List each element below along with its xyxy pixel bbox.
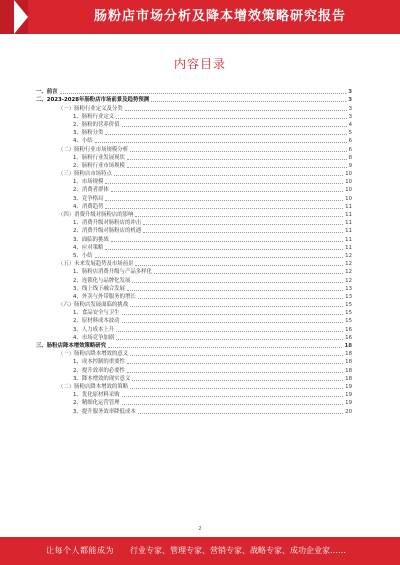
toc-leader-dots [127,290,343,291]
header-arrow-decoration [14,0,28,34]
toc-entry-title: （六）肠粉店发展面临的挑战 [58,302,129,309]
toc-leader-dots [108,347,342,348]
toc-entry-title: 5、小结 [73,252,93,259]
toc-entry[interactable] [36,268,352,276]
toc-entry[interactable] [36,162,352,170]
toc-entry-page: 15 [345,302,352,309]
toc-entry[interactable] [36,227,352,235]
toc-entry[interactable] [36,203,352,211]
toc-entry-page: 12 [345,261,352,268]
toc-entry-page: 11 [345,220,352,227]
toc-entry-title: 1、肠粉行业定义 [73,113,115,120]
toc-leader-dots [105,249,343,250]
toc-entry-page: 16 [345,326,352,333]
toc-leader-dots [132,282,343,283]
toc-entry[interactable] [36,375,352,383]
toc-leader-dots [138,413,343,414]
toc-entry[interactable] [36,178,352,186]
toc-leader-dots [143,224,343,225]
toc-entry[interactable] [36,391,352,399]
toc-entry-page: 12 [345,269,352,276]
toc-leader-dots [95,257,344,258]
toc-entry-page: 10 [345,179,352,186]
toc-leader-dots [127,363,343,364]
toc-entry-title: 2、消费者群体 [73,187,109,194]
toc-entry-page: 11 [345,203,352,210]
toc-entry[interactable] [36,113,352,121]
toc-entry-page: 19 [345,400,352,407]
toc-entry-title: 3、线上线下融合发展 [73,285,125,292]
toc-entry-title: 2、精细化运营管理 [73,400,120,407]
toc-entry[interactable] [36,285,352,293]
page-number: 2 [198,526,202,532]
toc-leader-dots [114,175,343,176]
toc-entry-title: 2、连锁化与品牌化发展 [73,277,131,284]
toc-entry-title: （四）消费升级对肠粉店的影响 [58,212,134,218]
toc-leader-dots [122,322,344,323]
toc-entry[interactable] [36,186,352,194]
toc-leader-dots [122,396,344,397]
toc-entry-page: 18 [345,367,352,374]
toc-leader-dots [135,216,343,217]
toc-leader-dots [130,151,346,152]
toc-entry-page: 15 [345,318,352,325]
toc-entry-title: 4、小结 [73,138,93,145]
toc-entry[interactable] [36,358,352,366]
toc-entry-title: 2、原材料成本波动 [73,318,120,325]
toc-entry-title: 4、消费趋势 [73,203,104,210]
toc-entry[interactable] [36,383,352,391]
toc-entry[interactable] [36,104,352,112]
toc-entry-page: 11 [345,212,352,218]
toc-entry[interactable] [36,170,352,178]
toc-entry-page: 10 [345,171,352,178]
toc-leader-dots [122,404,344,405]
toc-leader-dots [132,380,343,381]
toc-entry-title: 3、降本增效的现实意义 [73,375,131,382]
toc-entry-page: 3 [348,113,352,120]
toc-entry-title: （一）肠粉行业定义及分类 [58,105,123,112]
toc-leader-dots [105,183,343,184]
toc-entry-page: 18 [345,351,352,358]
toc-entry[interactable] [36,154,352,162]
toc-entry-page: 9 [348,162,352,169]
toc-entry-title: 3、面临的挑战 [73,236,109,243]
toc-entry-page: 19 [345,383,352,390]
document-header [0,0,400,34]
toc-entry-title: 一、前言 [36,89,58,96]
toc-entry-page: 6 [348,146,352,153]
toc-leader-dots [125,110,347,111]
toc-entry-page: 5 [348,130,352,137]
toc-leader-dots [116,339,343,340]
toc-entry-title: （二）肠粉行业市场规模分析 [58,146,129,153]
toc-entry-page: 10 [345,195,352,202]
toc-entry[interactable] [36,325,352,333]
toc-entry-title: 2、消费升级对肠粉店的机遇 [73,228,142,235]
toc-entry-title: 二、2023-2028年肠粉店市场前景及趋势预测 [36,97,150,104]
toc-entry-page: 16 [345,334,352,341]
toc-leader-dots [151,101,346,102]
toc-entry-title: 2、肠粉行业市场规模 [73,162,125,169]
toc-entry[interactable] [36,194,352,202]
toc-entry-page: 20 [345,408,352,415]
toc-entry-title: 3、竞争格局 [73,195,104,202]
toc-entry[interactable] [36,137,352,145]
toc-entry-page: 11 [345,236,352,243]
toc-entry-title: （三）肠粉店市场特点 [58,171,112,178]
toc-entry-title: 4、外卖与外带服务的增长 [73,293,136,300]
toc-entry-page: 13 [345,285,352,292]
toc-entry[interactable] [36,252,352,260]
toc-entry[interactable] [36,96,352,104]
toc-entry-page: 8 [348,154,352,161]
toc-entry-title: 3、肠粉分类 [73,130,104,137]
toc-entry-page: 18 [345,375,352,382]
toc-entry-page: 18 [345,359,352,366]
toc-entry-page: 3 [348,105,352,112]
toc-entry[interactable] [36,129,352,137]
footer-slogan: 让每个人都能成为 [46,546,114,555]
document-footer [0,537,400,565]
toc-leader-dots [135,265,343,266]
toc-entry-title: （二）肠粉店降本增效的策略 [58,383,129,390]
toc-entry-title: （一）肠粉店降本增效的意义 [58,351,129,358]
footer-roles: 行业专家、管理专家、营销专家、战略专家、成功企业家…… [130,546,346,555]
toc-entry-page: 13 [345,293,352,300]
toc-entry[interactable] [36,260,352,268]
toc-leader-dots [116,331,343,332]
toc-entry-page: 3 [348,89,352,96]
toc-entry-title: 1、市场规模 [73,179,104,186]
toc-entry[interactable] [36,350,352,358]
toc-entry-page: 18 [344,343,352,349]
toc-entry-title: 1、优化原材料采购 [73,392,120,399]
toc-entry-page: 11 [345,228,352,235]
toc-entry-title: （五）未来发展趋势及市场前景 [58,261,134,268]
toc-entry[interactable] [36,334,352,342]
toc-entry[interactable] [36,235,352,243]
toc-entry[interactable] [36,219,352,227]
toc-entry-title: 1、成本控制的重要性 [73,359,125,366]
toc-entry-title: 2、肠粉的营养价值 [73,121,120,128]
toc-entry[interactable] [36,342,352,350]
toc-leader-dots [143,232,343,233]
toc-entry[interactable] [36,276,352,284]
document-title: 肠粉店市场分析及降本增效策略研究报告 [93,9,346,24]
toc-entry[interactable] [36,88,352,96]
toc-entry[interactable] [36,293,352,301]
toc-entry[interactable] [36,301,352,309]
toc-entry-page: 12 [345,252,352,259]
toc-leader-dots [105,134,346,135]
toc-entry-page: 6 [348,138,352,145]
toc-entry[interactable] [36,309,352,317]
toc-leader-dots [60,93,347,94]
toc-leader-dots [105,208,343,209]
toc-leader-dots [122,126,347,127]
toc-entry-title: 1、食品安全与卫生 [73,310,120,317]
toc-entry-page: 10 [345,187,352,194]
toc-entry-title: 3、人力成本上升 [73,326,115,333]
toc-entry[interactable] [36,244,352,252]
toc-entry-page: 3 [348,97,352,104]
toc-entry-title: 4、应对策略 [73,244,104,251]
toc-entry-page: 19 [345,392,352,399]
toc-leader-dots [127,159,347,160]
toc-leader-dots [130,355,343,356]
toc-leader-dots [116,118,346,119]
toc-entry-title: 2、提升效率的必要性 [73,367,125,374]
toc-leader-dots [127,167,347,168]
toc-leader-dots [105,200,343,201]
toc-entry[interactable] [36,145,352,153]
toc-entry-page: 4 [348,121,352,128]
table-of-contents [36,88,352,416]
toc-leader-dots [122,314,344,315]
toc-leader-dots [127,372,343,373]
toc-entry[interactable] [36,366,352,374]
toc-entry[interactable] [36,211,352,219]
toc-entry[interactable] [36,317,352,325]
toc-leader-dots [111,241,343,242]
toc-entry-title: 3、提升服务效率降低成本 [73,408,136,415]
toc-leader-dots [138,298,343,299]
toc-entry[interactable] [36,407,352,415]
toc-entry-title: 4、市场竞争加剧 [73,334,115,341]
toc-entry-page: 15 [345,310,352,317]
toc-leader-dots [95,142,347,143]
toc-entry-title: 1、消费升级对肠粉店的冲击 [73,220,142,227]
toc-entry-title: 三、肠粉店降本增效策略研究 [36,343,107,349]
toc-leader-dots [130,388,343,389]
toc-leader-dots [130,306,343,307]
toc-entry-title: 1、肠粉行业发展现状 [73,154,125,161]
toc-entry[interactable] [36,399,352,407]
toc-leader-dots [111,191,343,192]
toc-leader-dots [154,273,343,274]
toc-entry[interactable] [36,121,352,129]
toc-entry-title: 1、肠粉店消费升级与产品多样化 [73,269,152,276]
toc-entry-page: 11 [345,244,352,251]
toc-entry-page: 12 [345,277,352,284]
toc-heading: 内容目录 [173,57,226,71]
